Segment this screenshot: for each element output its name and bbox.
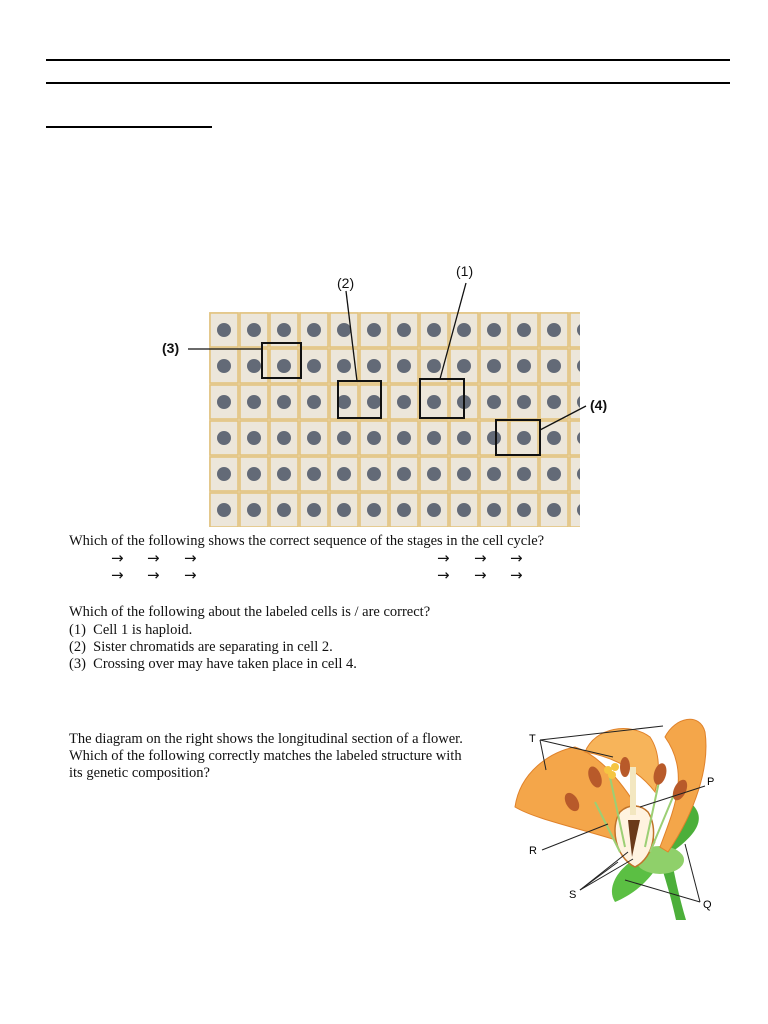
arrow: → xyxy=(510,549,523,567)
label-line-q2 xyxy=(625,880,700,902)
q2-statement-2: (2) Sister chromatids are separating in cell 2. xyxy=(69,639,333,655)
flower-label-s: S xyxy=(569,889,577,901)
arrow: → xyxy=(184,566,197,584)
q1-stem: Which of the following shows the correct sequence of the stages in the cell cycle? xyxy=(69,533,545,549)
label-4: (4) xyxy=(590,397,608,413)
arrow: → xyxy=(147,549,160,567)
q3-line-1: The diagram on the right shows the longitudinal section of a flower. xyxy=(69,731,463,747)
q3-line-2: Which of the following correctly matches the labeled structure with xyxy=(69,748,462,764)
arrow: → xyxy=(437,566,450,584)
arrow: → xyxy=(510,566,523,584)
label-line-s3 xyxy=(580,862,618,890)
q2-statement-3: (3) Crossing over may have taken place in cell 4. xyxy=(69,656,357,672)
label-3: (3) xyxy=(162,340,180,356)
anther xyxy=(620,757,630,777)
arrow: → xyxy=(474,549,487,567)
label-2: (2) xyxy=(337,275,355,291)
flower-label-t: T xyxy=(529,733,536,745)
stigma xyxy=(608,771,616,779)
label-1: (1) xyxy=(456,263,474,279)
arrow: → xyxy=(184,549,197,567)
arrow: → xyxy=(437,549,450,567)
arrow: → xyxy=(111,566,124,584)
flower-label-r: R xyxy=(529,845,537,857)
label-line-q1 xyxy=(685,844,700,902)
arrow: → xyxy=(111,549,124,567)
flower-label-q: Q xyxy=(703,899,712,911)
q2-statement-1: (1) Cell 1 is haploid. xyxy=(69,622,193,638)
arrow: → xyxy=(147,566,160,584)
arrow: → xyxy=(474,566,487,584)
style xyxy=(630,767,636,815)
q3-line-3: its genetic composition? xyxy=(69,765,210,781)
flower-label-p: P xyxy=(707,776,715,788)
flower-diagram xyxy=(500,712,740,924)
q2-stem: Which of the following about the labeled cells is / are correct? xyxy=(69,604,431,620)
stigma xyxy=(611,763,619,771)
